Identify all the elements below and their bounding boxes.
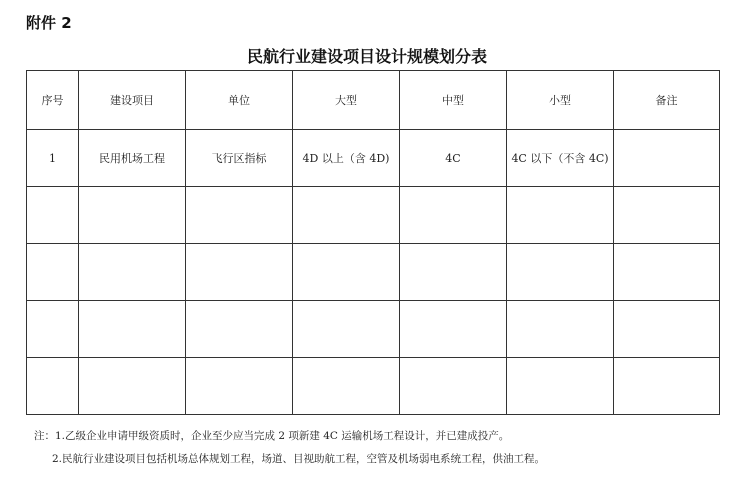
header-cell-remarks: 备注 (614, 71, 720, 130)
table-cell: 4C 以下（不含 4C) (507, 130, 614, 187)
footnote-1: 注：1.乙级企业申请甲级资质时，企业至少应当完成 2 项新建 4C 运输机场工程设计，并已建成投产。 (34, 430, 510, 442)
table-cell (507, 187, 614, 244)
table-cell (79, 358, 186, 415)
table-cell (293, 244, 400, 301)
header-cell-unit: 单位 (186, 71, 293, 130)
table-cell (27, 187, 79, 244)
table-cell (507, 301, 614, 358)
table-cell (400, 358, 507, 415)
table-cell (27, 244, 79, 301)
scale-classification-table (26, 70, 720, 415)
header-cell-project: 建设项目 (79, 71, 186, 130)
table-cell (507, 358, 614, 415)
table-cell: 飞行区指标 (186, 130, 293, 187)
table-cell: 4C (400, 130, 507, 187)
table-cell (186, 244, 293, 301)
table-cell (400, 187, 507, 244)
table-cell (186, 358, 293, 415)
table-cell (27, 358, 79, 415)
attachment-label: 附件 2 (26, 14, 72, 32)
table-row (27, 301, 720, 358)
table-cell (614, 358, 720, 415)
table-cell (293, 301, 400, 358)
table-cell (79, 301, 186, 358)
table-cell (400, 244, 507, 301)
table-header-row (27, 71, 720, 130)
table-cell (186, 187, 293, 244)
table-cell: 4D 以上（含 4D) (293, 130, 400, 187)
table-cell (614, 244, 720, 301)
table-cell (79, 187, 186, 244)
table-cell (293, 358, 400, 415)
document-title: 民航行业建设项目设计规模划分表 (246, 47, 487, 66)
table-cell (293, 187, 400, 244)
header-cell-small: 小型 (507, 71, 614, 130)
table-cell (614, 130, 720, 187)
table-row (27, 187, 720, 244)
footnotes (34, 425, 724, 471)
table-row (27, 358, 720, 415)
table-cell: 民用机场工程 (79, 130, 186, 187)
table-cell: 1 (27, 130, 79, 187)
table-cell (79, 244, 186, 301)
table-cell (614, 187, 720, 244)
table-cell (614, 301, 720, 358)
table-cell (400, 301, 507, 358)
header-cell-medium: 中型 (400, 71, 507, 130)
table-row (27, 130, 720, 187)
table-cell (186, 301, 293, 358)
header-cell-large: 大型 (293, 71, 400, 130)
table-row (27, 244, 720, 301)
table-cell (27, 301, 79, 358)
table-cell (507, 244, 614, 301)
footnote-2: 2.民航行业建设项目包括机场总体规划工程，场道、目视助航工程，空管及机场弱电系统工程，供油工程。 (52, 453, 546, 465)
header-cell-index: 序号 (27, 71, 79, 130)
